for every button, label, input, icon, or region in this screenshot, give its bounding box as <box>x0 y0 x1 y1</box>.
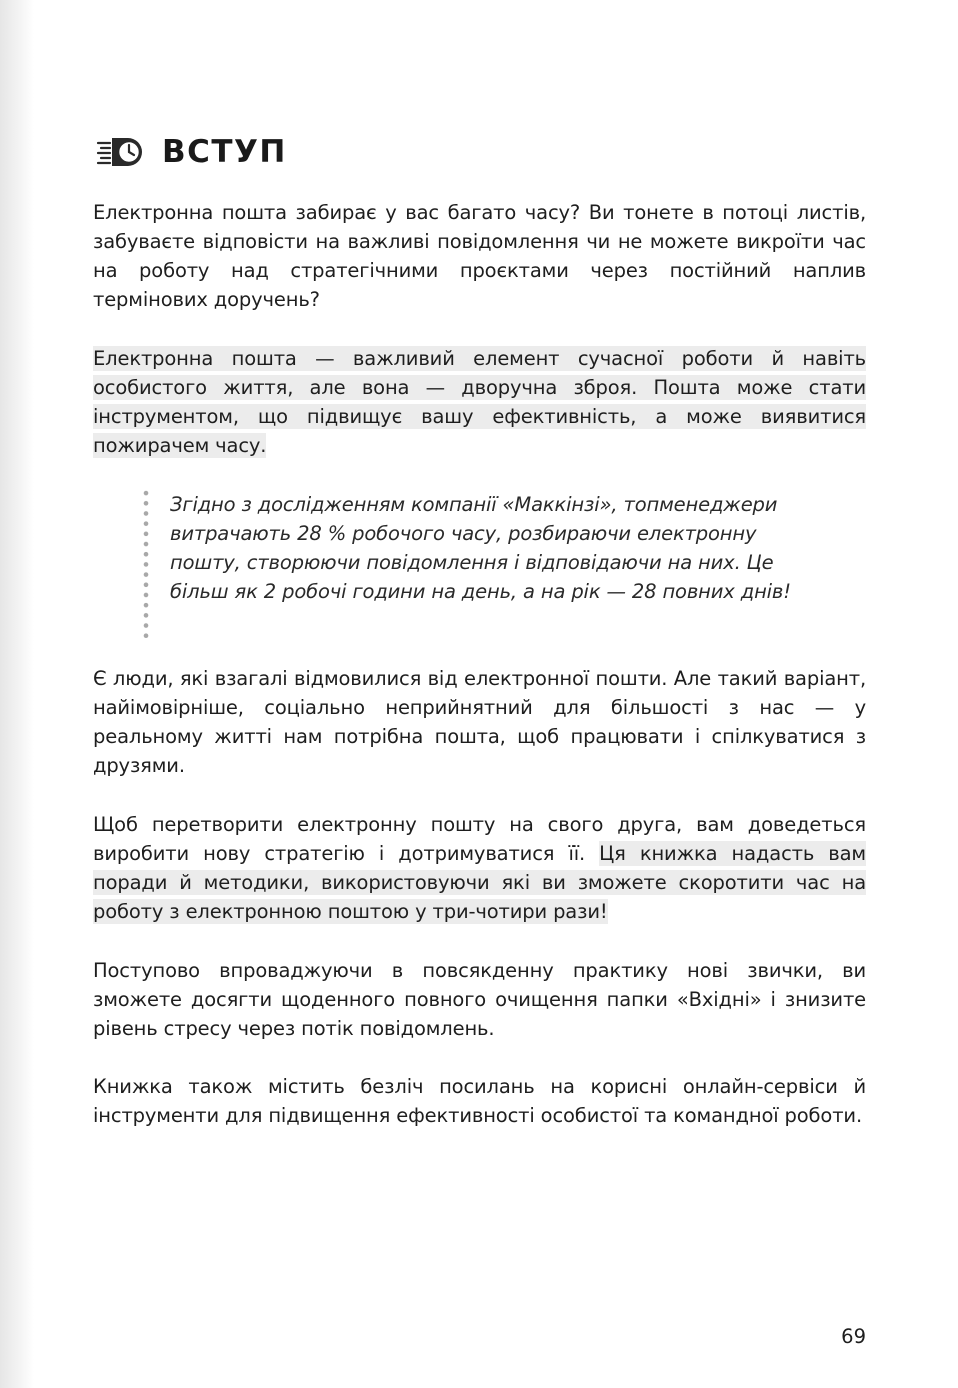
intro-paragraph-4 <box>93 810 866 926</box>
highlighted-text: Електронна пошта — важливий елемент сучасної роботи й навіть особистого життя, але вона — дворучна зброя. Пошта може стати інструментом, що підвищує вашу ефективність, а може виявитися пожирачем часу. <box>93 347 866 457</box>
page-spine-shadow <box>0 0 34 1388</box>
intro-paragraph-3: Є люди, які взагалі відмовилися від електронної пошти. Але такий варіант, найімовірніше, соціально неприйнятний для більшості з нас — у реальному житті нам потрібна пошта, щоб працювати і спілкуватися з друзями. <box>93 667 866 777</box>
fast-clock-icon <box>96 134 148 170</box>
mckinsey-quote: Згідно з дослідженням компанії «Маккінзі», топменеджери витрачають 28 % робочого часу, розбираючи електронну пошту, створюючи повідомлення і відповідаючи на них. Це більш як 2 робочі години на день, а на рік — 28 повних днів! <box>170 493 791 603</box>
intro-paragraph-6: Книжка також містить безліч посилань на корисні онлайн-сервіси й інструменти для підвищення ефективності особистої та командної роботи. <box>93 1075 866 1127</box>
highlighted-text: Ця книжка надасть вам поради й методики, використовуючи які ви зможете скоротити час на роботу з електронною поштою у три-чотири рази! <box>93 842 866 923</box>
page-number: 69 <box>841 1325 866 1348</box>
chapter-title: ВСТУП <box>162 134 287 170</box>
intro-paragraph-1: Електронна пошта забирає у вас багато часу? Ви тонете в потоці листів, забуваєте відповісти на важливі повідомлення чи не можете викроїти час на роботу над стратегічними проєктами через постійний наплив термінових доручень? <box>93 201 866 311</box>
intro-paragraph-5: Поступово впроваджуючи в повсякденну практику нові звички, ви зможете досягти щоденного повного очищення папки «Вхідні» і знизите рівень стресу через потік повідомлень. <box>93 959 866 1040</box>
quote-dotted-bar <box>143 488 149 638</box>
paragraph-4-text: Щоб перетворити електронну пошту на свого друга, вам доведеться виробити нову стратегію і дотримуватися її. <box>93 813 866 865</box>
intro-paragraph-2 <box>93 344 866 460</box>
chapter-heading <box>96 130 287 174</box>
